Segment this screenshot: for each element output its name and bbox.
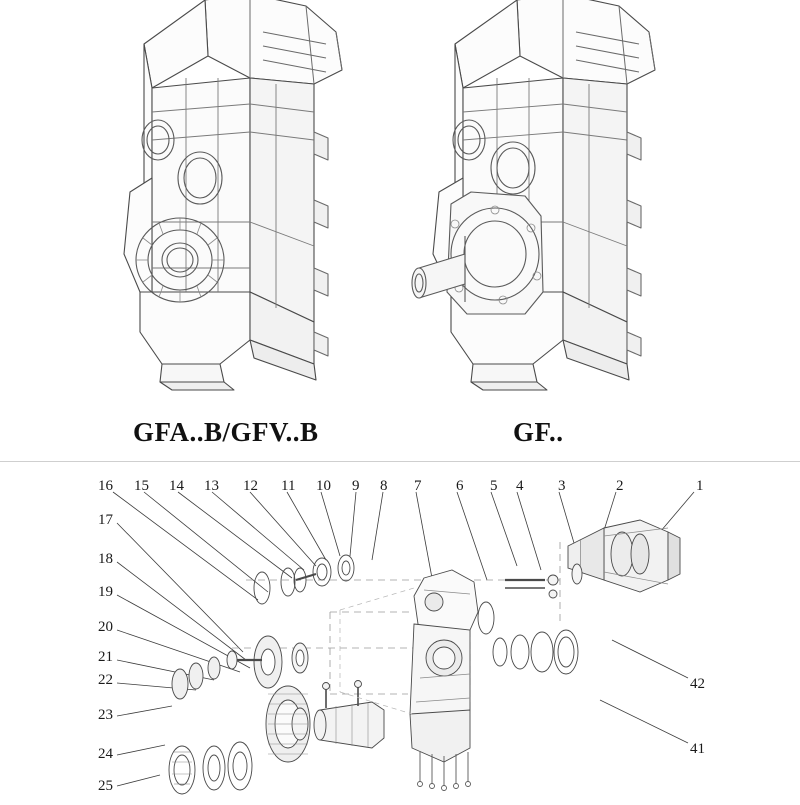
- gear-housing: [410, 570, 478, 762]
- part-label-21: 21: [98, 649, 113, 665]
- part-label-1: 1: [696, 478, 704, 494]
- pinion-shaft: [314, 681, 384, 749]
- model-caption-left: GFA..B/GFV..B: [133, 417, 319, 447]
- gearbox-illustration-left: [100, 0, 390, 402]
- part-label-8: 8: [380, 478, 388, 494]
- part-label-25: 25: [98, 778, 113, 794]
- assembly-axis-lines: [232, 542, 560, 712]
- part-label-7: 7: [414, 478, 422, 494]
- bottom-left-bearings: [169, 742, 252, 794]
- part-label-11: 11: [281, 478, 296, 494]
- part-label-3: 3: [558, 478, 566, 494]
- exploded-parts-svg: [0, 462, 800, 800]
- part-label-24: 24: [98, 746, 113, 762]
- exploded-view-area: [0, 462, 800, 800]
- part-label-20: 20: [98, 619, 113, 635]
- part-label-17: 17: [98, 512, 113, 528]
- leader-lines-right: [600, 640, 688, 743]
- part-label-9: 9: [352, 478, 360, 494]
- part-label-2: 2: [616, 478, 624, 494]
- part-label-5: 5: [490, 478, 498, 494]
- left-rings: [254, 555, 354, 604]
- part-label-15: 15: [134, 478, 149, 494]
- housing-bolts: [418, 752, 471, 791]
- part-label-6: 6: [456, 478, 464, 494]
- part-label-14: 14: [169, 478, 184, 494]
- part-label-12: 12: [243, 478, 258, 494]
- part-label-18: 18: [98, 551, 113, 567]
- part-label-23: 23: [98, 707, 113, 723]
- part-label-13: 13: [204, 478, 219, 494]
- motor-unit: [568, 520, 680, 592]
- part-label-10: 10: [316, 478, 331, 494]
- part-label-41: 41: [690, 741, 705, 757]
- part-label-22: 22: [98, 672, 113, 688]
- part-label-16: 16: [98, 478, 113, 494]
- part-label-19: 19: [98, 584, 113, 600]
- part-label-42: 42: [690, 676, 705, 692]
- construction-lines: [340, 588, 414, 714]
- seal-rings-right: [478, 602, 578, 674]
- gearbox-illustration-right: [405, 0, 705, 402]
- part-label-4: 4: [516, 478, 524, 494]
- model-caption-right: GF..: [513, 417, 564, 447]
- bearing-roller-marks: [172, 752, 192, 784]
